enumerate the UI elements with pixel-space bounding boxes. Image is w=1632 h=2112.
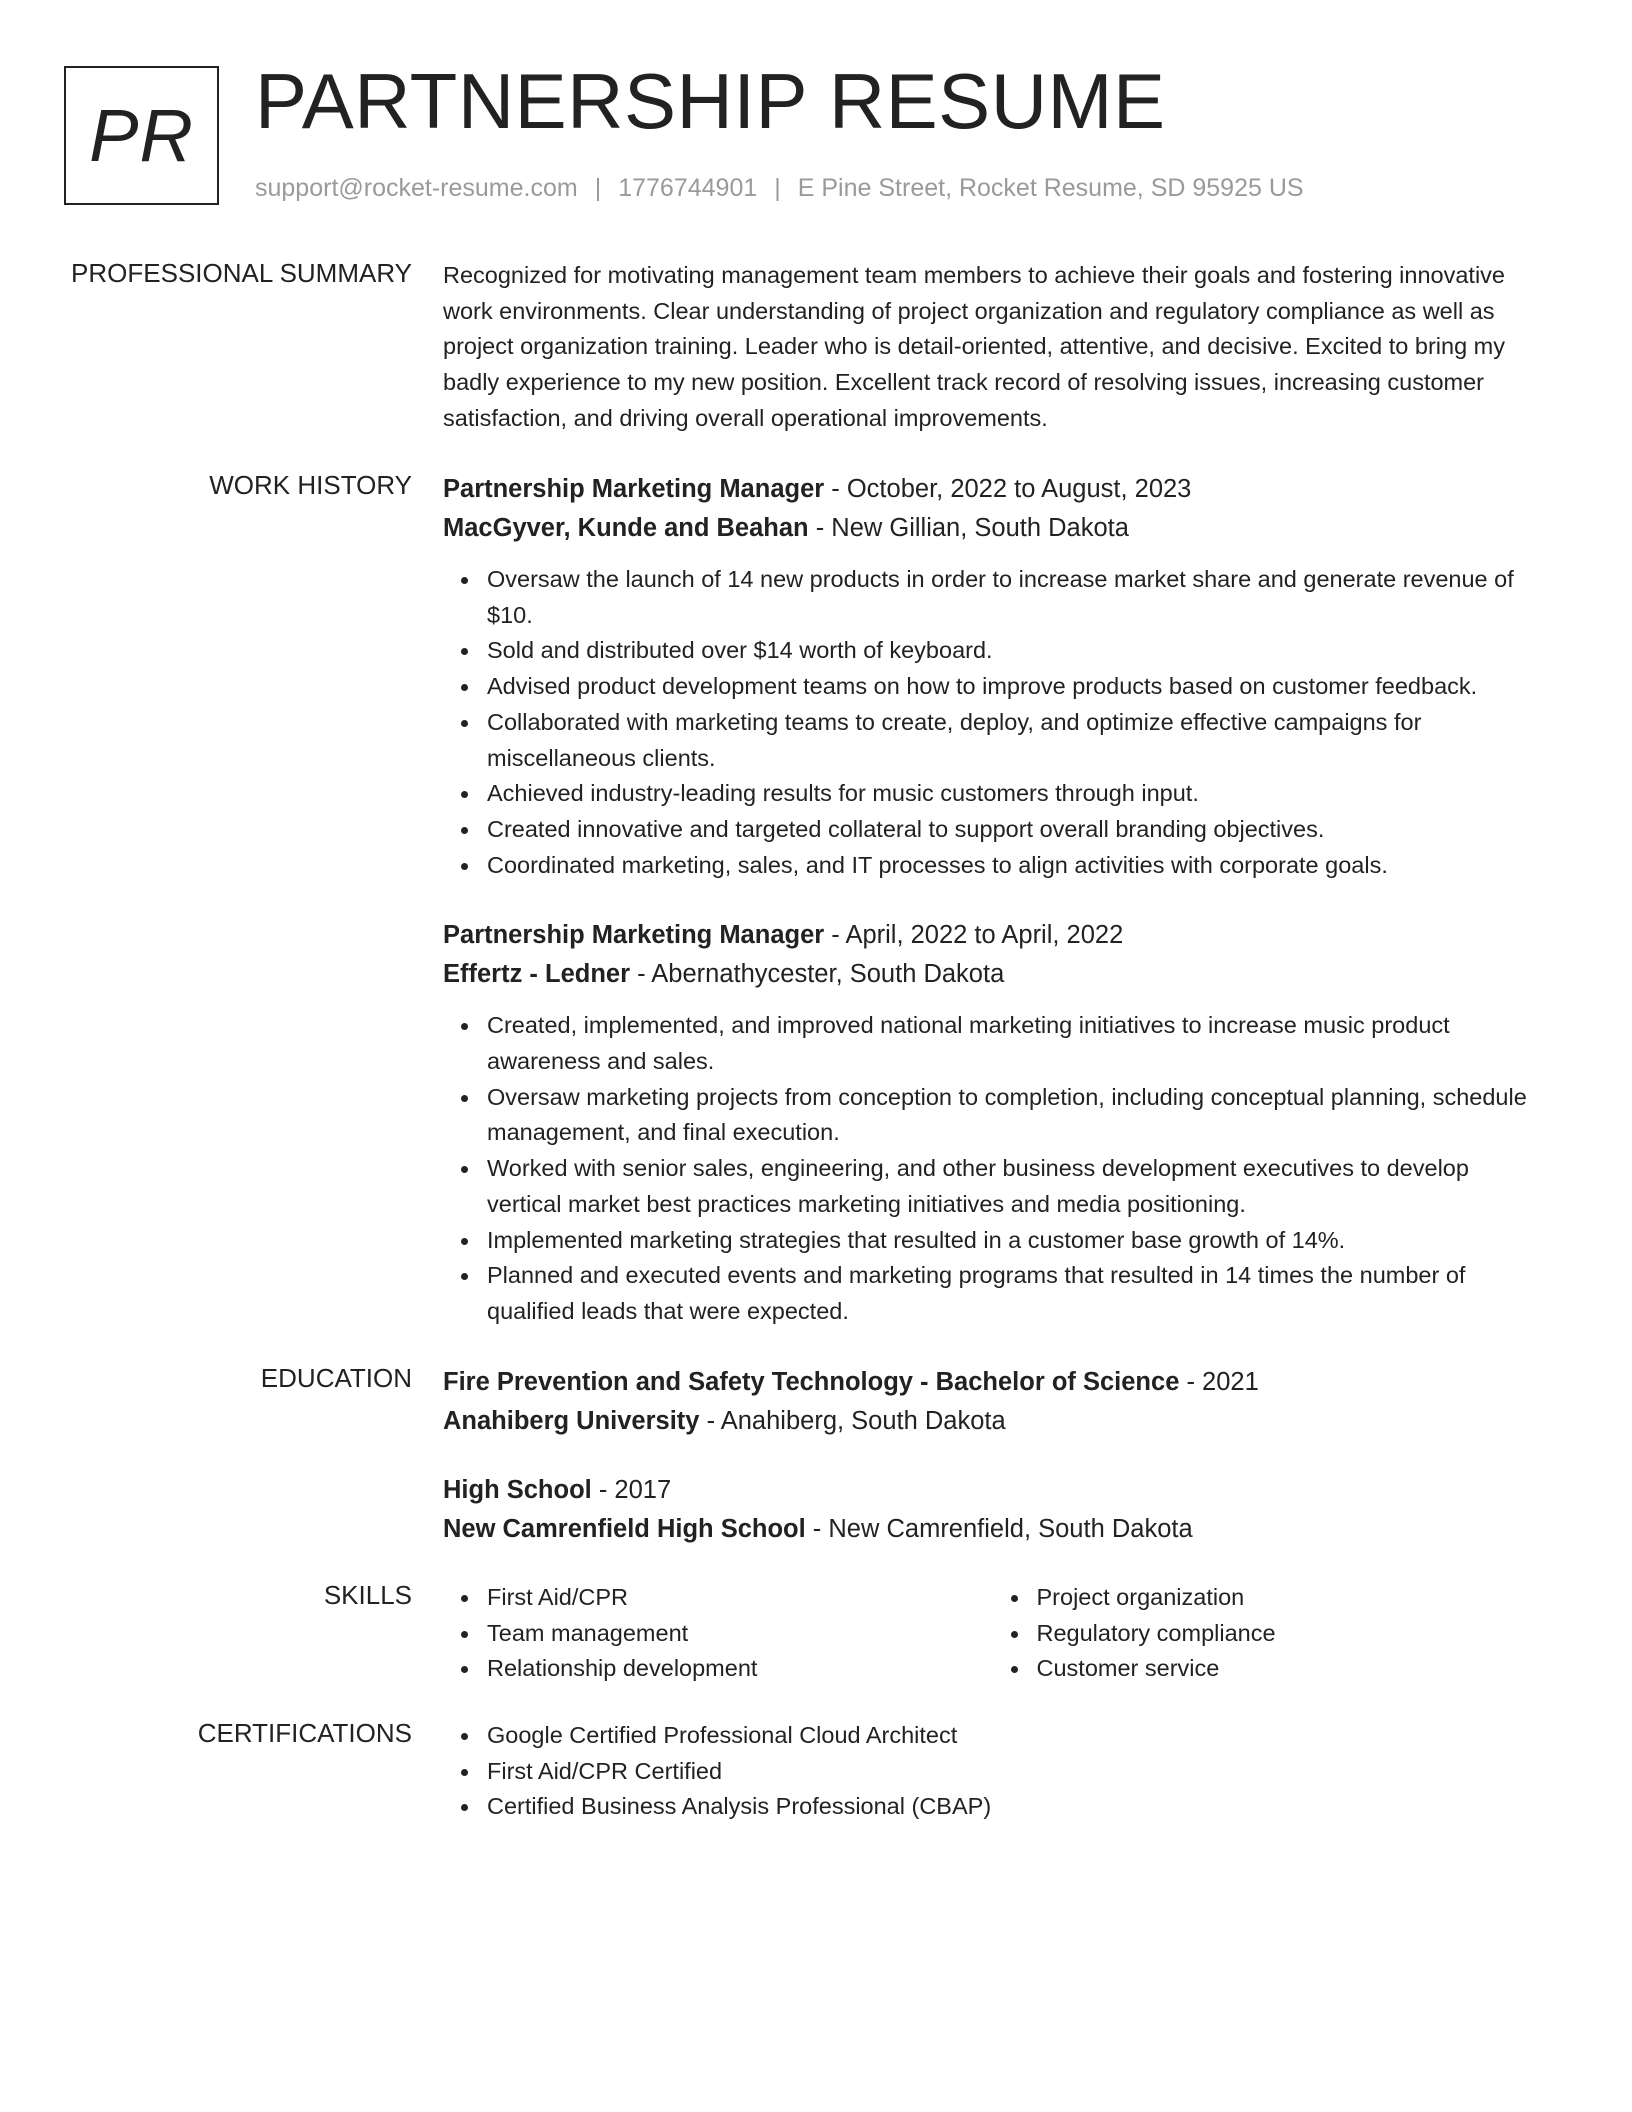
certification-item: Certified Business Analysis Professional (CBAP)	[487, 1789, 1542, 1825]
education-entry	[443, 1471, 1542, 1549]
certification-item: Google Certified Professional Cloud Architect	[487, 1718, 1542, 1754]
job-title-line	[443, 470, 1542, 509]
education-entry	[443, 1363, 1542, 1441]
contact-email[interactable]: support@rocket-resume.com	[255, 174, 578, 202]
contact-phone[interactable]: 1776744901	[618, 174, 758, 202]
contact-address: E Pine Street, Rocket Resume, SD 95925 US	[797, 174, 1304, 202]
skills-list-right	[993, 1580, 1543, 1687]
degree-line	[443, 1471, 1542, 1510]
job-dates: - April, 2022 to April, 2022	[824, 921, 1124, 950]
job-bullet: Planned and executed events and marketing programs that resulted in 14 times the number of qualified leads that were expected.	[487, 1258, 1542, 1329]
section-label-education: EDUCATION	[260, 1363, 412, 1393]
summary-text: Recognized for motivating management team members to achieve their goals and fostering innovative work environments. Clear understanding of project organization and regulatory compliance as well as project organization training. Leader who is detail-oriented, attentive, and decisive. Excited to bring my badly experience to my new position. Excellent track record of resolving issues, increasing customer satisfaction, and driving overall operational improvements.	[443, 262, 1506, 431]
skill-item: Team management	[487, 1616, 993, 1652]
school-location: - Anahiberg, South Dakota	[699, 1407, 1006, 1435]
school-name: Anahiberg University	[443, 1407, 700, 1435]
degree-line	[443, 1363, 1542, 1402]
certifications-list	[443, 1718, 1542, 1825]
job-bullet: Oversaw marketing projects from conception to completion, including conceptual planning, schedule management, and final execution.	[487, 1080, 1542, 1151]
job-title-line	[443, 916, 1542, 955]
job-company-line	[443, 509, 1542, 548]
resume-title: PARTNERSHIP RESUME	[255, 57, 1166, 145]
degree-year: - 2021	[1179, 1368, 1259, 1396]
job-bullet: Advised product development teams on how to improve products based on customer feedback.	[487, 669, 1542, 705]
job-company-line	[443, 955, 1542, 994]
job-bullet: Created, implemented, and improved national marketing initiatives to increase music product awareness and sales.	[487, 1008, 1542, 1079]
skill-item: Relationship development	[487, 1651, 993, 1687]
section-label-summary: PROFESSIONAL SUMMARY	[71, 258, 412, 288]
job-entry	[443, 916, 1542, 1329]
skill-item: Customer service	[1037, 1651, 1543, 1687]
job-company: Effertz - Ledner	[443, 960, 631, 989]
job-company: MacGyver, Kunde and Beahan	[443, 514, 809, 542]
job-bullet: Created innovative and targeted collateral to support overall branding objectives.	[487, 812, 1542, 848]
skill-item: Project organization	[1037, 1580, 1543, 1616]
job-entry	[443, 470, 1542, 883]
job-title: Partnership Marketing Manager	[443, 475, 825, 503]
section-label-skills: SKILLS	[323, 1580, 412, 1610]
section-label-work: WORK HISTORY	[209, 470, 412, 500]
school-location: - New Camrenfield, South Dakota	[805, 1515, 1193, 1543]
job-bullets	[443, 1008, 1542, 1329]
school-line	[443, 1510, 1542, 1549]
degree-year: - 2017	[591, 1476, 672, 1504]
job-bullet: Worked with senior sales, engineering, and other business development executives to develop vertical market best practices marketing initiatives and media positioning.	[487, 1151, 1542, 1222]
school-line	[443, 1402, 1542, 1441]
degree-name: Fire Prevention and Safety Technology - Bachelor of Science	[443, 1368, 1180, 1396]
job-bullet: Sold and distributed over $14 worth of keyboard.	[487, 633, 1542, 669]
job-dates: - October, 2022 to August, 2023	[824, 475, 1192, 503]
certification-item: First Aid/CPR Certified	[487, 1754, 1542, 1790]
school-name: New Camrenfield High School	[443, 1515, 806, 1543]
job-title: Partnership Marketing Manager	[443, 921, 825, 950]
job-bullets	[443, 562, 1542, 883]
job-bullet: Oversaw the launch of 14 new products in order to increase market share and generate revenue of $10.	[487, 562, 1542, 633]
job-bullet: Achieved industry-leading results for music customers through input.	[487, 776, 1542, 812]
degree-name: High School	[443, 1476, 592, 1504]
monogram-box	[64, 66, 219, 205]
job-location: - Abernathycester, South Dakota	[630, 960, 1005, 989]
skill-item: First Aid/CPR	[487, 1580, 993, 1616]
skill-item: Regulatory compliance	[1037, 1616, 1543, 1652]
job-bullet: Coordinated marketing, sales, and IT processes to align activities with corporate goals.	[487, 848, 1542, 884]
monogram-initials: PR	[89, 94, 194, 177]
section-label-certifications: CERTIFICATIONS	[197, 1718, 412, 1748]
contact-separator: |	[774, 174, 781, 202]
skills-columns	[443, 1580, 1542, 1687]
job-location: - New Gillian, South Dakota	[808, 514, 1129, 542]
job-bullet: Collaborated with marketing teams to create, deploy, and optimize effective campaigns for miscellaneous clients.	[487, 705, 1542, 776]
contact-line	[255, 174, 1304, 203]
job-bullet: Implemented marketing strategies that resulted in a customer base growth of 14%.	[487, 1223, 1542, 1259]
skills-list-left	[443, 1580, 993, 1687]
contact-separator: |	[594, 174, 602, 202]
